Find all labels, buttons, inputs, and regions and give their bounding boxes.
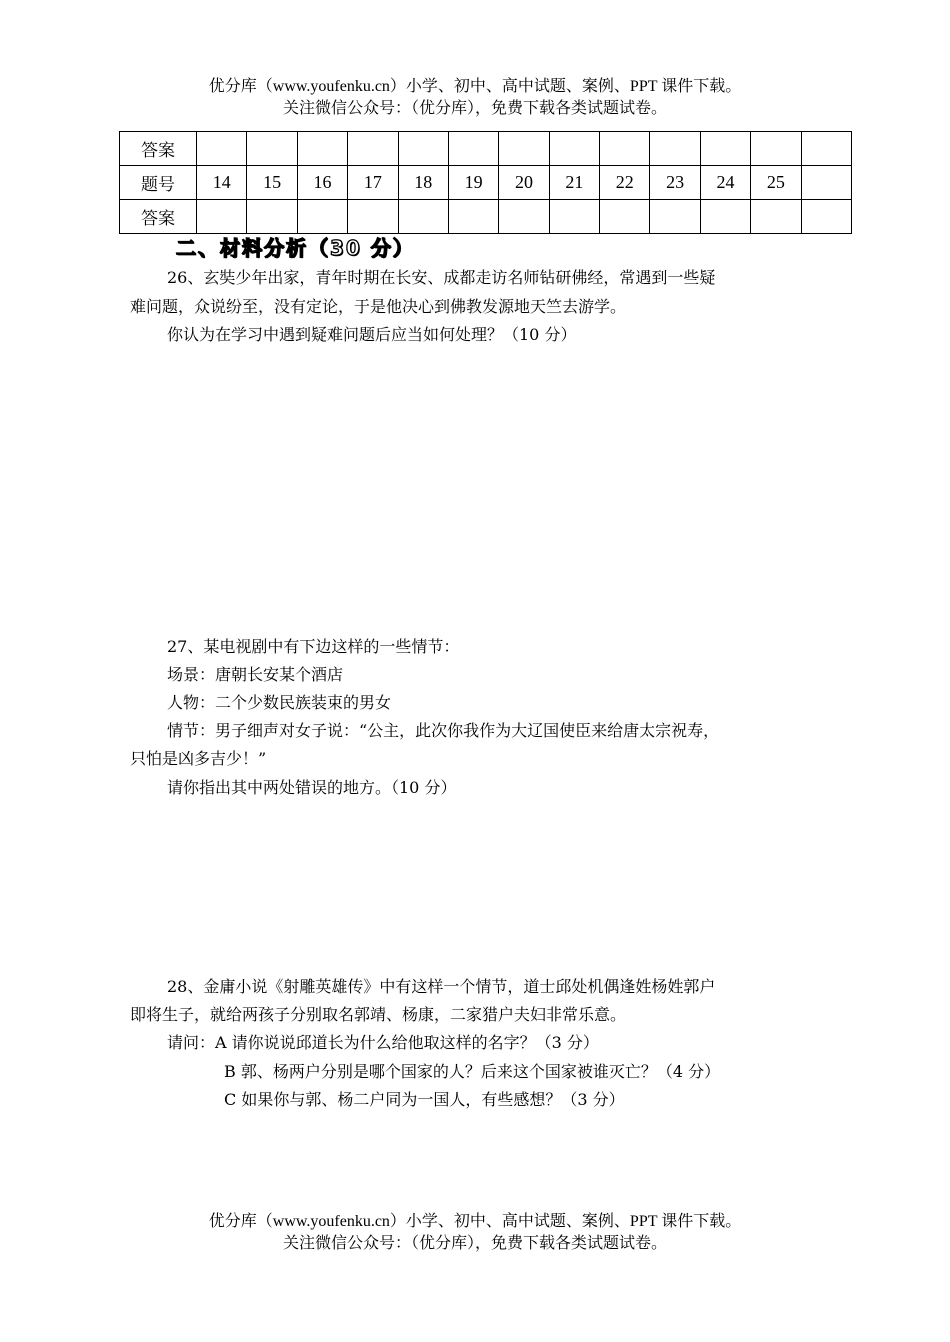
answer-table-cell: 25 — [751, 166, 801, 200]
footer-line-2: 关注微信公众号：（优分库），免费下载各类试题试卷。 — [282, 1233, 667, 1252]
answer-table-row-label: 答案 — [120, 200, 197, 234]
q27-line-1: 27、某电视剧中有下边这样的一些情节： — [167, 637, 460, 656]
answer-table-cell — [751, 200, 801, 234]
answer-table-cell — [549, 200, 599, 234]
q26-line-2: 难问题，众说纷至，没有定论，于是他决心到佛教发源地天竺去游学。 — [130, 297, 627, 316]
answer-table-cell — [650, 132, 700, 166]
q27-plot-line-2: 只怕是凶多吉少！” — [130, 749, 267, 768]
answer-table-cell — [650, 200, 700, 234]
answer-table-cell — [751, 132, 801, 166]
answer-table-cell: 15 — [247, 166, 297, 200]
answer-table-cell — [600, 132, 650, 166]
q26-question: 你认为在学习中遇到疑难问题后应当如何处理？（10 分） — [167, 325, 577, 344]
answer-table-cell — [297, 200, 347, 234]
answer-table-cell — [448, 200, 498, 234]
answer-table-row-label: 题号 — [120, 166, 197, 200]
answer-table-row — [120, 166, 852, 200]
answer-table-cell — [801, 132, 852, 166]
page-header — [0, 76, 950, 118]
answer-table-cell — [801, 166, 852, 200]
answer-table-cell — [197, 200, 247, 234]
footer-line-1: 优分库（www.youfenku.cn）小学、初中、高中试题、案例、PPT 课件下载。 — [208, 1213, 742, 1230]
header-line-1: 优分库（www.youfenku.cn）小学、初中、高中试题、案例、PPT 课件下载。 — [208, 78, 742, 95]
answer-table-cell — [499, 132, 549, 166]
q26-line-1: 26、玄奘少年出家，青年时期在长安、成都走访名师钻研佛经，常遇到一些疑 — [167, 268, 716, 287]
answer-table-cell — [348, 132, 398, 166]
answer-table-cell — [801, 200, 852, 234]
answer-table-cell: 17 — [348, 166, 398, 200]
answer-table-cell — [297, 132, 347, 166]
header-line-2: 关注微信公众号：（优分库），免费下载各类试题试卷。 — [282, 98, 667, 117]
answer-table-cell: 23 — [650, 166, 700, 200]
answer-table-cell — [700, 132, 750, 166]
q28-question-a: 请问：A 请你说说邱道长为什么给他取这样的名字？（3 分） — [167, 1033, 599, 1052]
answer-table-cell: 18 — [398, 166, 448, 200]
answer-table-cell — [448, 132, 498, 166]
answer-table-row — [120, 200, 852, 234]
answer-table-cell: 16 — [297, 166, 347, 200]
q27-scene: 场景：唐朝长安某个酒店 — [167, 665, 344, 684]
q27-people: 人物：二个少数民族装束的男女 — [167, 693, 392, 712]
q28-line-1: 28、金庸小说《射雕英雄传》中有这样一个情节，道士邱处机偶逢姓杨姓郭户 — [167, 977, 716, 996]
answer-table-row — [120, 132, 852, 166]
answer-table-cell — [348, 200, 398, 234]
q27-question: 请你指出其中两处错误的地方。（10 分） — [167, 778, 457, 797]
q28-question-c: C 如果你与郭、杨二户同为一国人，有些感想？（3 分） — [224, 1090, 625, 1109]
answer-table-cell — [398, 132, 448, 166]
answer-table-body — [120, 132, 852, 234]
answer-table-cell: 24 — [700, 166, 750, 200]
answer-table-cell: 21 — [549, 166, 599, 200]
answer-table-cell: 20 — [499, 166, 549, 200]
q28-line-2: 即将生子，就给两孩子分别取名郭靖、杨康，二家猎户夫妇非常乐意。 — [130, 1005, 627, 1024]
answer-table-cell — [600, 200, 650, 234]
answer-table-cell — [247, 132, 297, 166]
answer-table-cell — [549, 132, 599, 166]
answer-table-cell: 14 — [197, 166, 247, 200]
answer-table-cell — [499, 200, 549, 234]
page-footer — [0, 1211, 950, 1253]
answer-table-cell: 19 — [448, 166, 498, 200]
answer-table-row-label: 答案 — [120, 132, 197, 166]
answer-table — [119, 131, 852, 234]
answer-table-cell — [247, 200, 297, 234]
answer-table-cell — [398, 200, 448, 234]
section-title: 二、材料分析（30 分） — [176, 236, 415, 260]
answer-table-cell — [700, 200, 750, 234]
q28-question-b: B 郭、杨两户分别是哪个国家的人？后来这个国家被谁灭亡？（4 分） — [224, 1062, 721, 1081]
answer-table-cell — [197, 132, 247, 166]
q27-plot-line-1: 情节：男子细声对女子说：“公主，此次你我作为大辽国使臣来给唐太宗祝寿， — [167, 721, 720, 740]
answer-table-cell: 22 — [600, 166, 650, 200]
